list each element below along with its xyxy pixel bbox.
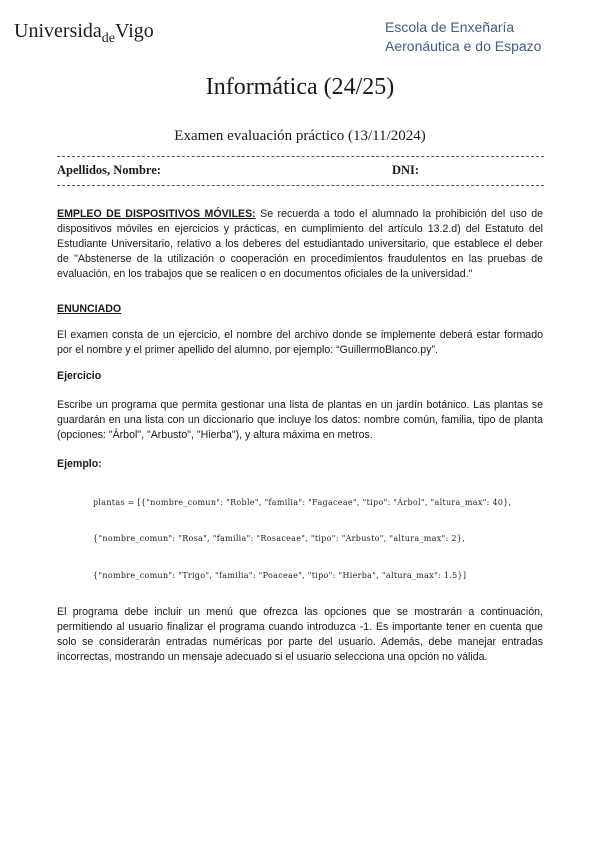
university-name-suffix: Vigo: [114, 20, 154, 42]
notice-label: EMPLEO DE DISPOSITIVOS MÓVILES:: [57, 208, 256, 220]
ejemplo-heading: Ejemplo:: [57, 458, 102, 470]
school-name-line2: Aeronáutica e do Espazo: [385, 38, 542, 54]
divider-bottom: [57, 185, 544, 186]
mobile-devices-notice: [57, 207, 543, 282]
code-line-1: plantas = [{"nombre_comun": "Roble", "familia": "Fagaceae", "tipo": "Árbol", "altura_max": 40},: [93, 498, 512, 507]
exam-subtitle: Examen evaluación práctico (13/11/2024): [174, 128, 426, 144]
code-line-2: {"nombre_comun": "Rosa", "familia": "Rosaceae", "tipo": "Arbusto", "altura_max": 2},: [93, 534, 465, 543]
dni-label: DNI:: [392, 163, 420, 177]
enunciado-heading: ENUNCIADO: [57, 303, 122, 315]
ejercicio-heading: Ejercicio: [57, 370, 102, 382]
page-title: Informática (24/25): [205, 74, 395, 100]
menu-description: El programa debe incluir un menú que ofrezca las opciones que se mostrarán a continuación, permitiendo al usuario finalizar el programa cuando introduzca -1. Es importante tener en cuenta que solo se considerarán entradas numéricas por parte del usuario. Además, debe manejar entradas incorrectas, mostrando un mensaje adecuado si el usuario selecciona una opción no válida.: [57, 606, 543, 663]
university-name-prefix: Universida: [14, 20, 102, 42]
school-logo: [385, 18, 541, 56]
ejercicio-text: Escribe un programa que permita gestionar una lista de plantas en un jardín botánico. Las plantas se guardarán en una lista con un diccionario que incluye los datos: nombre común, familia, tipo de planta (opciones: "Árbol", "Arbusto", "Hierba"), y altura máxima en metros.: [57, 399, 543, 441]
divider-top: [57, 156, 544, 157]
name-label: Apellidos, Nombre:: [57, 163, 161, 177]
code-line-3: {"nombre_comun": "Trigo", "familia": "Poaceae", "tipo": "Hierba", "altura_max": 1.5}]: [93, 571, 467, 580]
school-name-line1: Escola de Enxeñaría: [385, 19, 515, 35]
notice-text: Se recuerda a todo el alumnado la prohibición del uso de dispositivos móviles en ejercicios y prácticas, en cumplimiento del artículo 13.2.d) del Estatuto del Estudiante Universitario, relativo a los deberes del estudiantado universitario, que establece el deber de "Abstenerse de la utilización o cooperación en procedimientos fraudulentos en las pruebas de evaluación, en los trabajos que se realicen o en documentos oficiales de la universidad.": [57, 208, 543, 280]
enunciado-intro: El examen consta de un ejercicio, el nombre del archivo donde se implemente deberá estar formado por el nombre y el primer apellido del alumno, por ejemplo: “GuillermoBlanco.py”.: [57, 329, 543, 356]
university-name-de: de: [101, 31, 115, 46]
university-logo: [14, 20, 154, 46]
